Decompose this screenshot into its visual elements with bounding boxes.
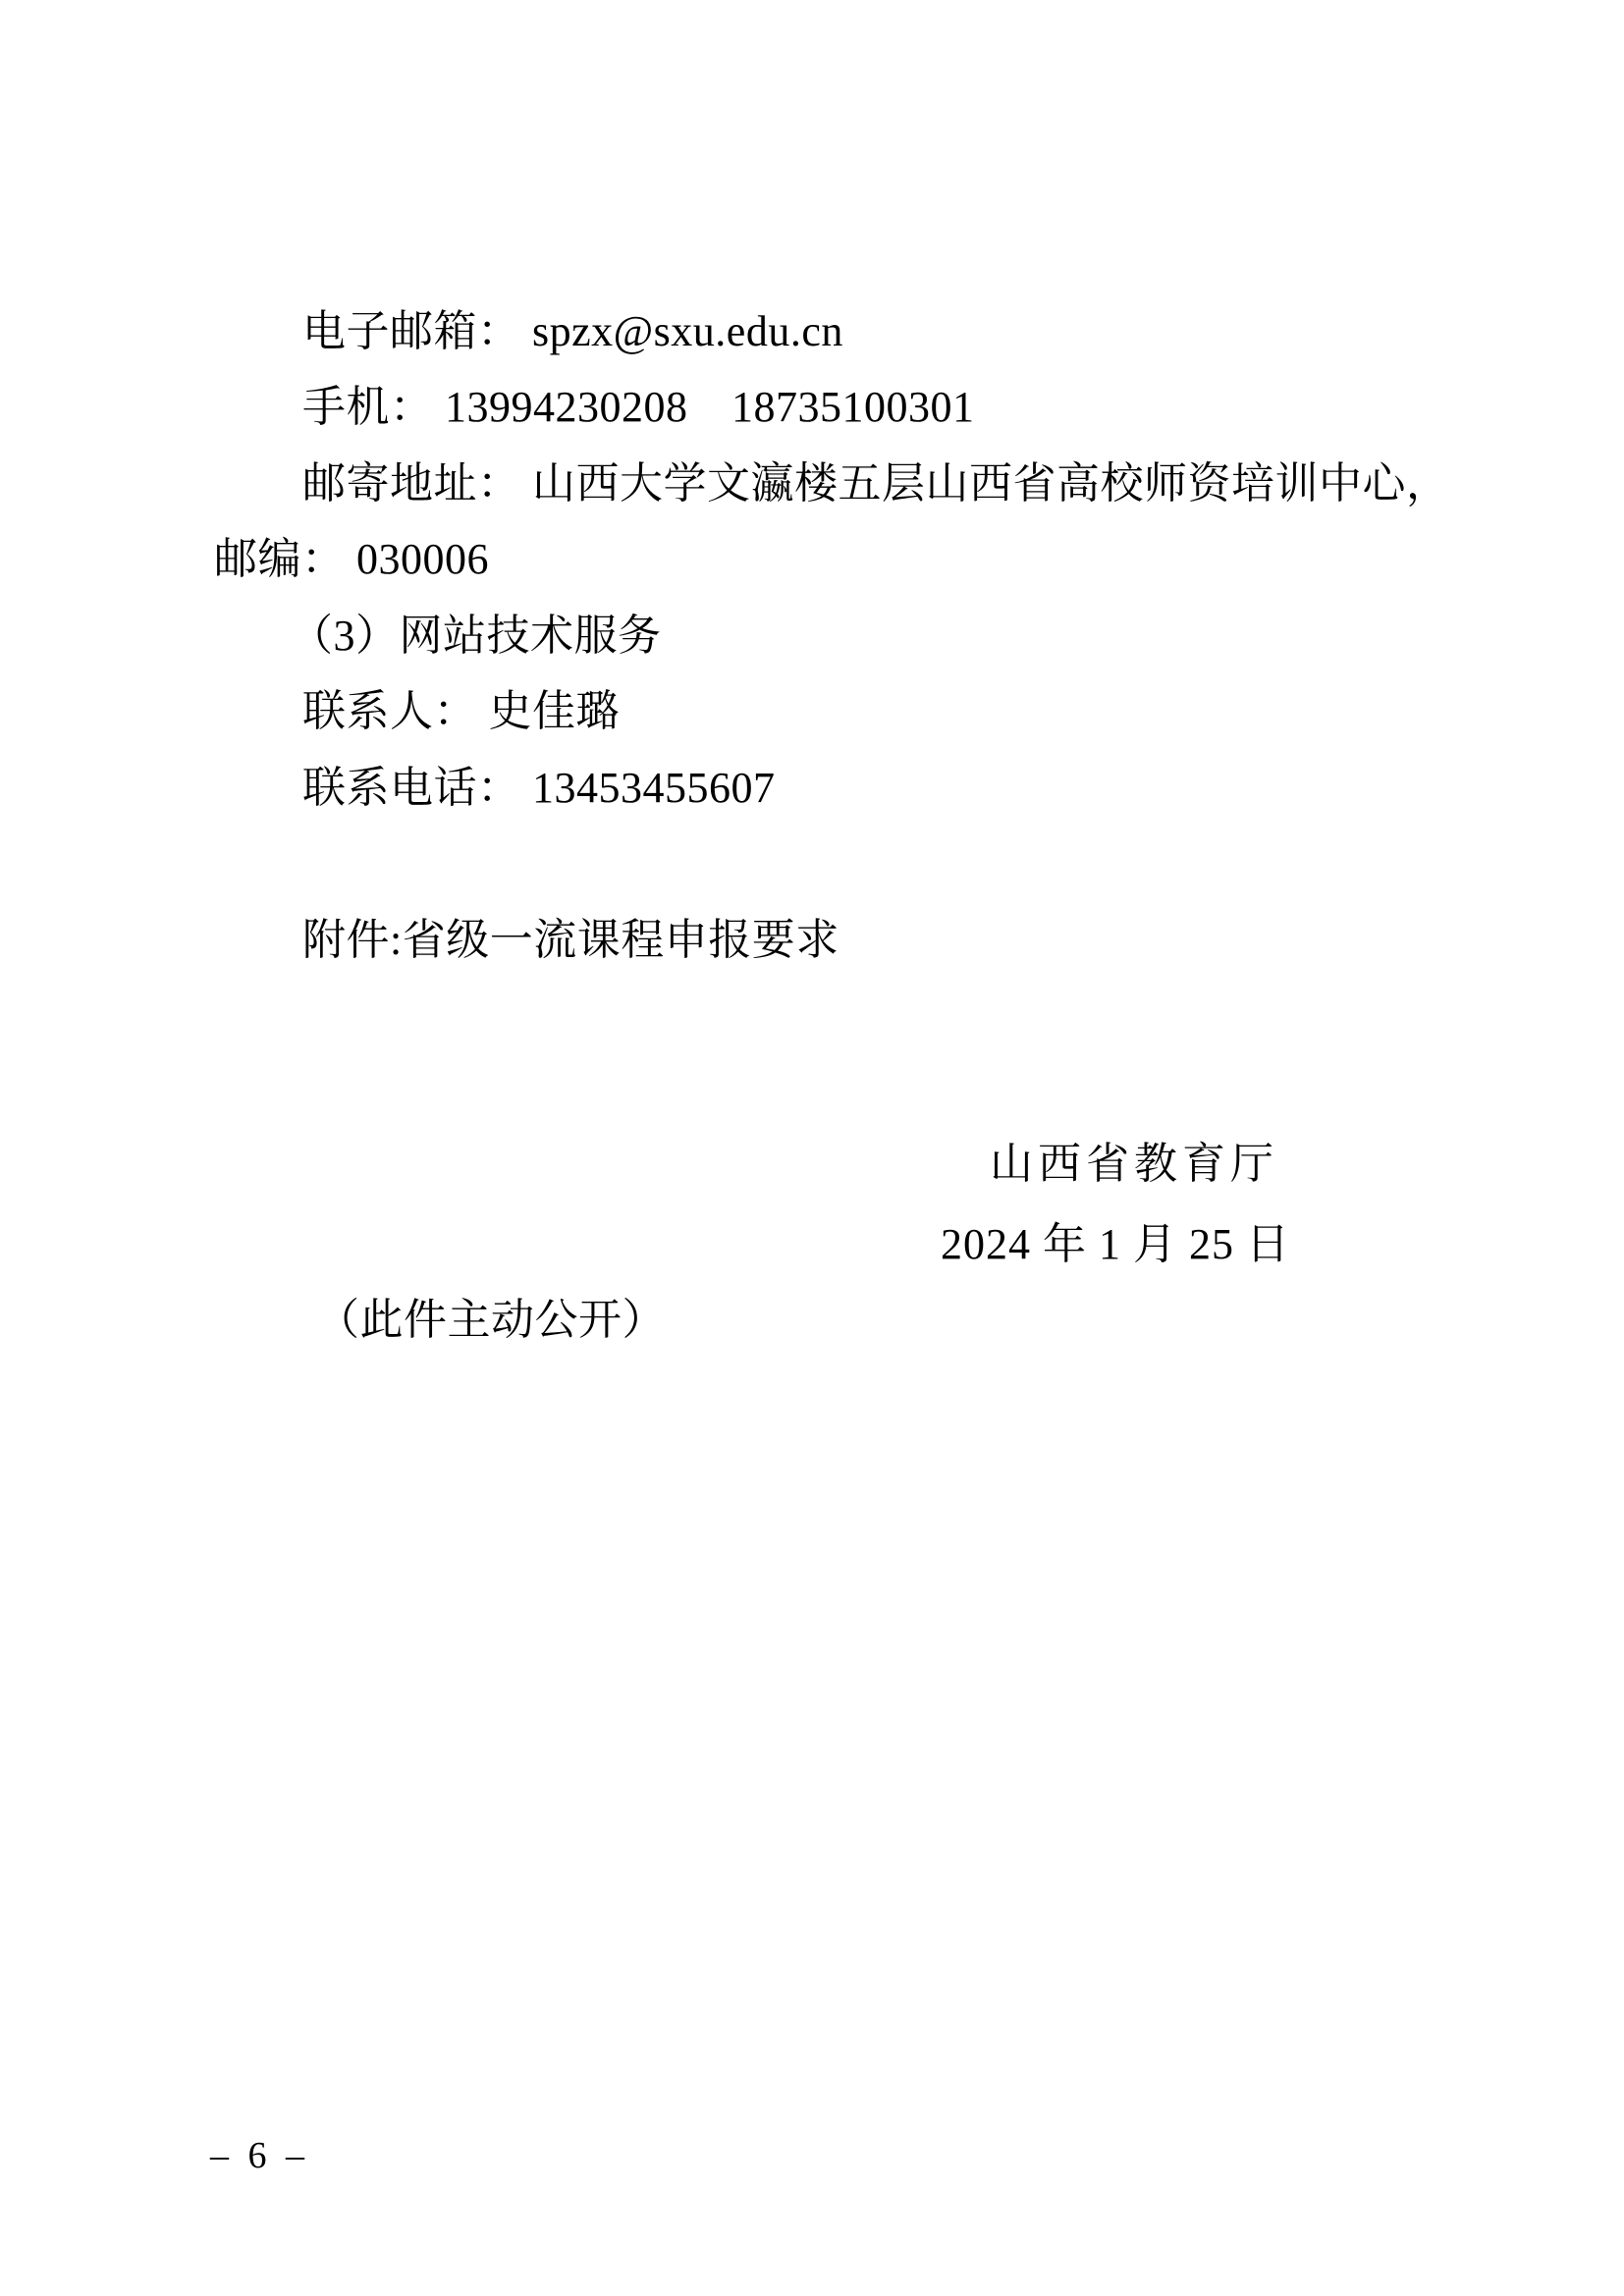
disclosure-note: （此件主动公开） [316, 1296, 666, 1344]
signature-date: 2024 年 1 月 25 日 [941, 1220, 1290, 1268]
email-line: 电子邮箱： spzx@sxu.edu.cn [302, 307, 843, 355]
contact-person-line: 联系人： 史佳璐 [302, 687, 620, 735]
signature-agency: 山西省教育厅 [990, 1140, 1278, 1188]
mobile-phone-line: 手机： 13994230208 18735100301 [302, 383, 975, 431]
attachment-note: 附件:省级一流课程申报要求 [302, 916, 839, 964]
postal-code-line: 邮编： 030006 [214, 535, 489, 583]
service-item-heading: （3）网站技术服务 [290, 612, 662, 660]
contact-phone-line: 联系电话： 13453455607 [302, 764, 776, 812]
mailing-address-line: 邮寄地址： 山西大学文瀛楼五层山西省高校师资培训中心， [302, 459, 1450, 507]
page-number: – 6 – [210, 2135, 304, 2176]
